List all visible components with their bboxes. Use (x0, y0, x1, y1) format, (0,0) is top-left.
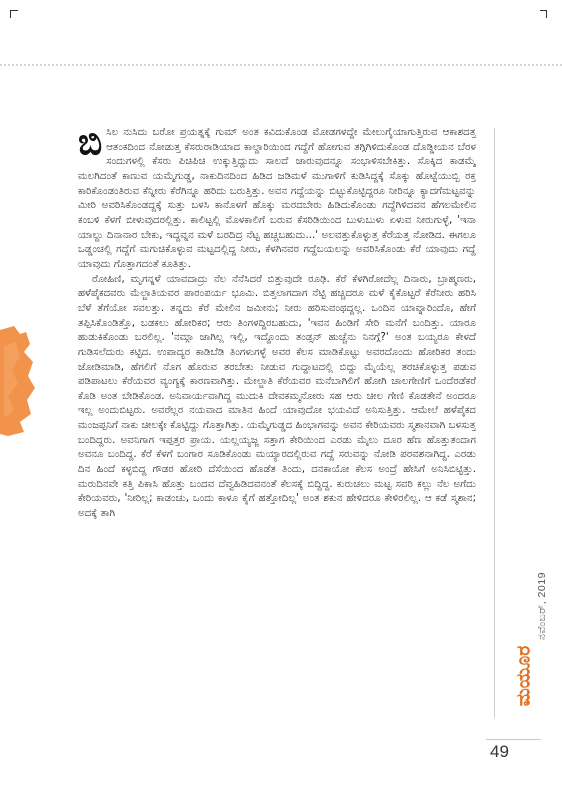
page-number-rule (486, 739, 541, 740)
drop-cap: ಬಿ (78, 126, 103, 163)
article-paragraph: ರೋಹಿಣಿ, ಮೃಗನ್ನಳೆ ಯಾವದಾದ್ರು ನೆಲ ನೆನೆಸಿದರೆ ಬಿತ್ತುವುದೇ ರೂಢಿ. ಕೆರೆ ಕೆಳಗಿರೋದೆಲ್ಲ ದಿನಾರು, ಬ್ರಾಹ್ಮಣರು, ಹಳೆಪೈಕದವರು ಮೆಲ್ಜಾತಿಯವರ ಪಾರಂಪರ್ಯ ಭೂಮಿ. ಬಿತ್ತಲಾಗದಾಗ ನೆಟ್ಟಿ ಹಚ್ಚಿದರೂ ಮಳೆ ಕೈಕೊಟ್ಟರೆ ಕೆರೆನೀರು ಹರಿಸಿ ಬೆಳೆ ತೆಗೆಯೋ ಸವಲತ್ತು. ತನ್ನದು ಕೆರೆ ಮೇಲಿನ ಜಮೀನು; ನೀರು ಹರಿಸುವಂಥದ್ದಲ್ಲ. ಒಂದಿನ ಯಾವ್ನಾರಿಂದೊ, ಹೇಗೆ ತಪ್ಪಿಸಿಕೊಂಡಿತ್ತೊ, ಬಡಕಲು ಹೋರಿಕರ; ಆರು ತಿಂಗಳದ್ದಿರಬಹುದು, 'ಇವನ ಹಿಂಡಿಗೆ ಸೇರಿ ಮನೆಗೆ ಬಂದಿತ್ತು. ಯಾರೂ ಹುಡುಕಿಕೊಂಡು ಬರಲಿಲ್ಲ. 'ನಮ್ಗಾ ಜಾಗಿಲ್ಲ ಇಲ್ಲಿ, ಇದ್ದೊಂದು ತಂಡ್ಸನ್ ಹುಚ್ಚೆನು ನಿನಗ್ಗೆ?' ಅಂತ ಬಯ್ಯರೂ ಕೇಳದೆ ಗುಡಿಸಲೆದುರು ಕಟ್ಟಿದ. ಉಪಾದ್ಯರ ಕಾಡಿಬೆಡಿ ತಿಂಗಳುಗಳ್ಳೆ ಅವರ ಕೆಲಸ ಮಾಡಿಕೊಟ್ಟು ಅವರದೊಂದು ಹೋರಿಕರ ತಂದು ಜೋಡಿಮಾಡಿ, ಹೆಗಲಿಗೆ ನೊಗ ಹೊರುವ ತರಬೇತು ನೀಡುವ ಗುದ್ದಾಟದಲ್ಲಿ ಬಿದ್ದು ಮೈಯೆಲ್ಲ ತರಚಿಕೊಳ್ಳುತ್ತ ಪಡುವ ಪಡಿಪಾಟಲು ಕೆರೆಯವರ ವ್ಯಂಗ್ಯಕ್ಕೆ ಕಾರಣವಾಗಿತ್ತು. ಮೇಲ್ಜಾತಿ ಕೆರೆಯವರ ಮನೆಬಾಗಿಲಿಗೆ ಹೋಗಿ ಚಾಲಗೇಣಿಗೆ ಒಂದೆರಡೆಕರೆ ಕೊಡಿ ಅಂತ ಬೇಡಿಕೊಂಡ. ಅನಿವಾರ್ಯವಾಗಿದ್ದ ಮುದುಕಿ ದೇವಕಮ್ಮನೋರು ಸಹ ಆರು ಚೀಲ ಗೇಣಿ ಕೊಡತೇನೆ ಅಂದರೂ ಇಲ್ಲ ಅಂದುಬಿಟ್ಟರು. ಅವರೆಲ್ಲರ ನಯವಾದ ಮಾತಿನ ಹಿಂದೆ ಯಾವುದೋ ಭಯವಿದೆ ಅನಿಸುತ್ತಿತ್ತು. ಆಮೇಲೆ ಹಳೆಪೈಕದ ಮಂಜಪ್ಪನಿಗೆ ನಾಕು ಚೀಲಕ್ಕೇ ಕೊಟ್ಟಿದ್ದು ಗೊತ್ತಾಗಿತ್ತು. ಯಮ್ಮೆಗುಡ್ಡದ ಹಿಂಭಾಗವನ್ನು ಅವನ ಕೇರಿಯವರು ಸ್ಮಶಾನವಾಗಿ ಬಳಸುತ್ತ ಬಂದಿದ್ದರು. ಅವನಿಗಾಗ ಇಪ್ಪತ್ತರ ಪ್ರಾಯ. ಯಲ್ಲಯ್ಯಜ್ಜ ಸತ್ತಾಗ ಕೇರಿಯಿಂದ ಎರಡು ಮೈಲು ದೂರ ಹೆಣ ಹೊತ್ತುತಂದಾಗ ಅವನೂ ಬಂದಿದ್ದ. ಕೆರೆ ಕೆಳಗೆ ಬಂಗಾರ ಸೂಡಿಕೊಂಡು ಮಯ್ಯಾರದಲ್ಲಿರುವ ಗದ್ದೆ ಸರುವನ್ನು ನೋಡಿ ಪರವಶನಾಗಿದ್ದ. ಎರಡು ದಿನ ಹಿಂದೆ ಕಳ್ಳಬಿದ್ದ ಗೌಡರ ಹೋರಿ ದೆಸೆಯಿಂದ ಹೊಡೆತ ತಿಂದು, ದನಕಾಯೋ ಕೆಲಸ ಅಂದ್ರೆ ಹೇಸಿಗೆ ಅನಿಸಿಬಿಟ್ಟಿತ್ತು. ಮರುದಿನವೇ ಕತ್ತಿ ಪಿಕಾಸಿ ಹೊತ್ತು ಬಂದವ ದೆವ್ವಹಿಡಿದವನಂತೆ ಕೆಲಸಕ್ಕೆ ಬಿದ್ದಿದ್ದ. ಕುರುಚಲು ಮಟ್ಟ ಸವರಿ ಕಲ್ಲು ನೆಲ ಅಗೆದು ಕೇರಿಯವರು, 'ನೀರಿಲ್ಲ; ಕಾಡಂಚು, ಒಂದು ಕಾಳೂ ಕೈಗೆ ಹತ್ತೋದಿಲ್ಲ' ಅಂತ ಶಕುನ ಹೇಳಿದರೂ ಕೇಳಿರಲಿಲ್ಲ. ಆ ಕಡೆ ಸ್ಮಶಾನ; ಅದಕ್ಕೆ ತಾಗಿ (78, 273, 476, 520)
page-number: 49 (490, 742, 509, 761)
crop-mark (540, 10, 547, 11)
issue-date: ನವೆಂಬರ್, 2019 (536, 572, 548, 640)
magazine-logo (505, 645, 541, 707)
margin-divider (494, 128, 495, 718)
article-body (78, 126, 476, 756)
article-paragraph (78, 126, 476, 273)
crop-mark (10, 10, 11, 18)
decorative-orange-splash (0, 326, 36, 436)
crop-mark (10, 10, 18, 11)
magazine-name: ಮಯೂರ (512, 645, 534, 707)
crop-mark (546, 10, 547, 18)
top-dotted-rule (0, 64, 562, 66)
paragraph-text: ಸಿಲ ನುಸಿದು ಬರೋ ಪ್ರಯತ್ನಕ್ಕೆ ಗುಮ್ ಅಂತ ಕವಿದುಕೊಂಡ ಮೋಡಗಳದ್ದೇ ಮೇಲುಗೈಯಾಗುತ್ತಿರುವ ಆಕಾಶದತ್ತ ಆತಂಕದಿಂದ ನೋಡುತ್ತ ಕೆಸರುರಾಡಿಯಾದ ಕಾಲ್ದಾರಿಯಿಂದ ಗದ್ದೆಗೆ ಹೋಗುವ ತಗ್ಗಿಗಿಳಿದುಕೊಂಡ ದೊಡ್ಡೀಯನ ಬೆರಳ ಸಂದುಗಳಲ್ಲಿ ಕೆಸರು ಪಿಚಿಪಿಚಿ ಉಕ್ಕುತ್ತಿದ್ದುದು ಸಾಲದೆ ಜಾರುವುದನ್ನೂ ಸಂಭಾಳಿಸಬೇಕಿತ್ತು. ಸೊಕ್ಕಿದ ಕಾಡಮ್ಮೆ ಮಲಗಿದಂತೆ ಕಾಣುವ ಯಮ್ಮೆಗುಡ್ಡ, ನಾಕುದಿನದಿಂದ ಹಿಡಿದ ಜಡಿಮಳೆ ಮುಗಾಳಿಗೆ ಕುಡಿಸಿದ್ದಕ್ಕೆ ಸೊಕ್ಕು ಹೊಟ್ಟೆಯುಬ್ಬಿ ರಕ್ತ ಕಾರಿಕೊಂಡಂತಿರುವ ಕೆನ್ನೀರು ಕೆರೆಗಿನ್ನೂ ಹರಿದು ಬರುತ್ತಿತ್ತು. ಅವನ ಗದ್ದೆಯನ್ನು ಬಿಟ್ಟುಕೊಟ್ಟಿದ್ದರೂ ನೀರಿನ್ನೂ ಕ್ಯಾದಗೆಮಟ್ಟವನ್ನು ಮೀರಿ ಅವರಿಸಿಕೊಂಡದ್ದಕ್ಕೆ ಸುತ್ತು ಬಳಸಿ ಕಾನೊಳಗೆ ಹೊಕ್ಕು ಮರದಬೇರು ಹಿಡಿದುಕೊಂಡು ಗದ್ದೆಗಿಳಿದವನ ಹೆಗಲಮೇಲಿನ ಕಂಬಳಿ ಕೆಳಗೆ ಬೀಳುವುದರಲ್ಲಿತ್ತು. ಕಾಲಿಟ್ಟಲ್ಲಿ ಮೊಳಕಾಲಿಗೆ ಬರುವ ಕೆಸರಿಡಿಯಿಂದ ಬುಳುಬುಳು ಏಳುವ ನೀರುಗುಳ್ಳೆ, 'ಇನಾ ಯಾಲ್ದು ದಿನಾನಾರ ಬೇಕು, ಇದ್ದವ್ನನ ಮಳೆ ಬರದಿದ್ರ ನೆಟ್ಟ ಹಚ್ಚಬಹುದು...' ಅಲವತ್ತುಕೊಳ್ಳುತ್ತ ಕೆರೆಯತ್ತ ನೋಡಿದ. ಈಗಲೂ ಒಡ್ಡಂಚಲ್ಲಿ ಗದ್ದೆಗೆ ಮಗುಚಿಕೊಳ್ಳುವ ಮಟ್ಟದಲ್ಲಿದ್ದ ನೀರು, ಕೆಳಗಿನವರ ಗದ್ದೆಬಯಲನ್ನು ಅವರಿಸಿಕೊಂಡು ಕೆರೆ ಯಾವುದು ಗದ್ದೆ ಯಾವುದು ಗೊತ್ತಾಗದಂತೆ ಕೂತಿತ್ತು. (78, 127, 476, 270)
